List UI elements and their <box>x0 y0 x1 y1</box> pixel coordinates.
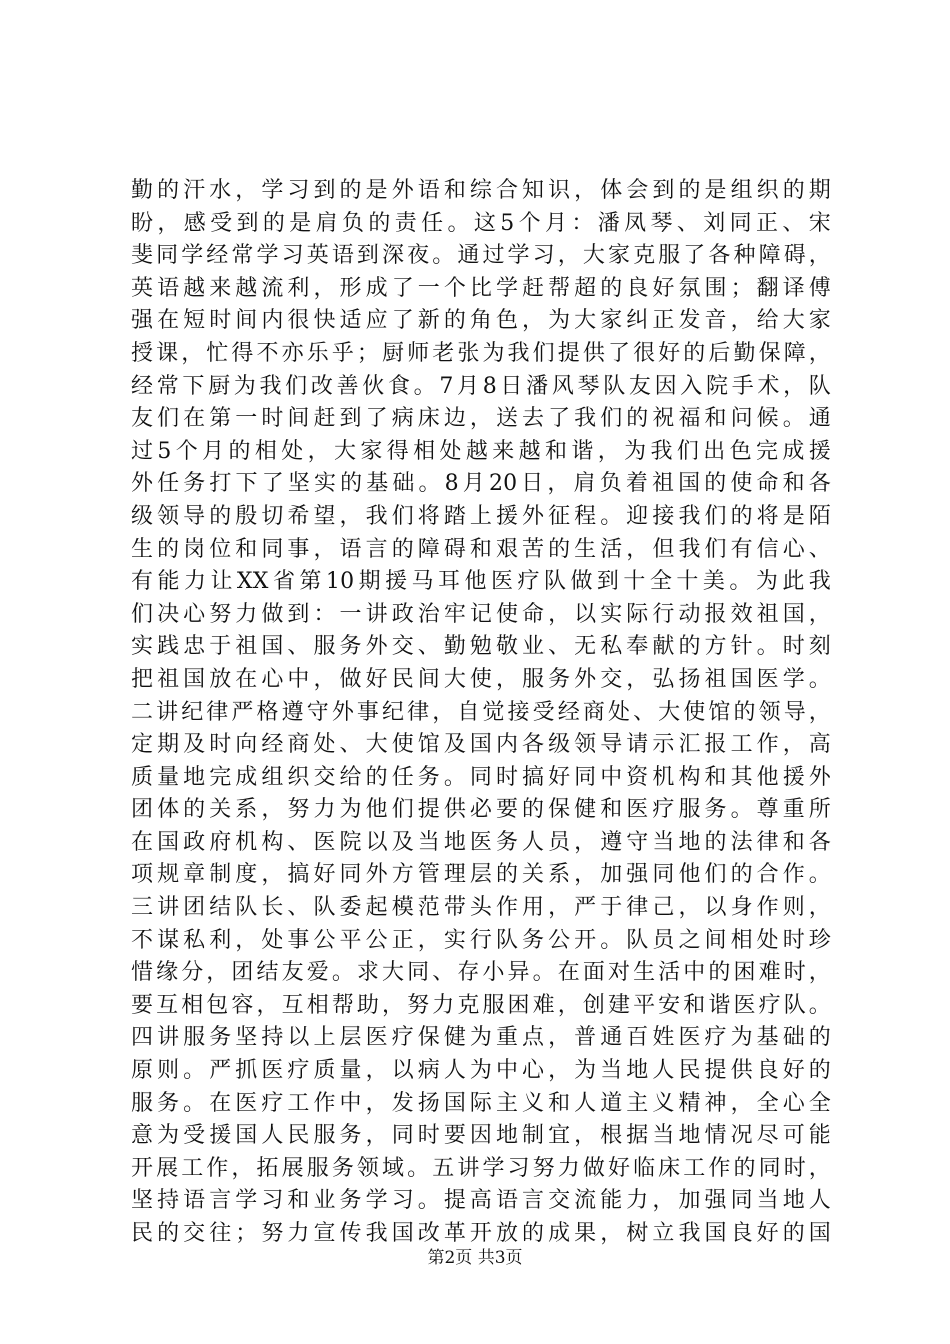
text-line: 三讲团结队长、队委起模范带头作用，严于律己，以身作则， <box>131 895 831 921</box>
text-line: 生的岗位和同事，语言的障碍和艰苦的生活，但我们有信心、 <box>131 536 831 562</box>
text-line: 意为受援国人民服务，同时要因地制宜，根据当地情况尽可能 <box>131 1123 831 1149</box>
text-line: 服务。在医疗工作中，发扬国际主义和人道主义精神，全心全 <box>131 1090 831 1116</box>
text-line: 要互相包容，互相帮助，努力克服困难，创建平安和谐医疗队。 <box>131 992 831 1018</box>
text-line: 在国政府机构、医院以及当地医务人员，遵守当地的法律和各 <box>131 829 831 855</box>
text-line: 外任务打下了坚实的基础。8月20日，肩负着祖国的使命和各 <box>131 471 831 497</box>
text-line: 二讲纪律严格遵守外事纪律，自觉接受经商处、大使馆的领导， <box>131 699 831 725</box>
text-line: 斐同学经常学习英语到深夜。通过学习，大家克服了各种障碍， <box>131 243 831 269</box>
text-line: 开展工作，拓展服务领域。五讲学习努力做好临床工作的同时， <box>131 1155 831 1181</box>
text-line: 实践忠于祖国、服务外交、勤勉敬业、无私奉献的方针。时刻 <box>131 634 831 660</box>
page-footer: 第2页 共3页 <box>427 1248 523 1268</box>
text-line: 授课，忙得不亦乐乎；厨师老张为我们提供了很好的后勤保障， <box>131 340 831 366</box>
text-line: 强在短时间内很快适应了新的角色，为大家纠正发音，给大家 <box>131 308 831 334</box>
text-line: 质量地完成组织交给的任务。同时搞好同中资机构和其他援外 <box>131 764 831 790</box>
text-line: 有能力让XX省第10期援马耳他医疗队做到十全十美。为此我 <box>131 569 831 595</box>
document-body <box>131 175 831 1251</box>
text-line: 坚持语言学习和业务学习。提高语言交流能力，加强同当地人 <box>131 1188 831 1214</box>
text-line: 不谋私利，处事公平公正，实行队务公开。队员之间相处时珍 <box>131 927 831 953</box>
text-line: 们决心努力做到：一讲政治牢记使命，以实际行动报效祖国， <box>131 601 831 627</box>
text-line: 盼，感受到的是肩负的责任。这5个月：潘凤琴、刘同正、宋 <box>131 210 831 236</box>
text-line: 民的交往；努力宣传我国改革开放的成果，树立我国良好的国 <box>131 1221 831 1246</box>
text-line: 级领导的殷切希望，我们将踏上援外征程。迎接我们的将是陌 <box>131 503 831 529</box>
text-line: 团体的关系，努力为他们提供必要的保健和医疗服务。尊重所 <box>131 797 831 823</box>
text-line: 勤的汗水，学习到的是外语和综合知识，体会到的是组织的期 <box>131 178 831 203</box>
text-line: 原则。严抓医疗质量，以病人为中心，为当地人民提供良好的 <box>131 1058 831 1084</box>
text-line: 惜缘分，团结友爱。求大同、存小异。在面对生活中的困难时， <box>131 960 831 986</box>
text-line: 定期及时向经商处、大使馆及国内各级领导请示汇报工作，高 <box>131 732 831 758</box>
text-line: 把祖国放在心中，做好民间大使，服务外交，弘扬祖国医学。 <box>131 666 831 692</box>
text-line: 过5个月的相处，大家得相处越来越和谐，为我们出色完成援 <box>131 438 831 464</box>
text-line: 经常下厨为我们改善伙食。7月8日潘风琴队友因入院手术，队 <box>131 373 831 399</box>
text-line: 英语越来越流利，形成了一个比学赶帮超的良好氛围；翻译傅 <box>131 275 831 301</box>
text-line: 项规章制度，搞好同外方管理层的关系，加强同他们的合作。 <box>131 862 831 888</box>
text-line: 四讲服务坚持以上层医疗保健为重点，普通百姓医疗为基础的 <box>131 1025 831 1051</box>
text-line: 友们在第一时间赶到了病床边，送去了我们的祝福和问候。通 <box>131 406 831 432</box>
